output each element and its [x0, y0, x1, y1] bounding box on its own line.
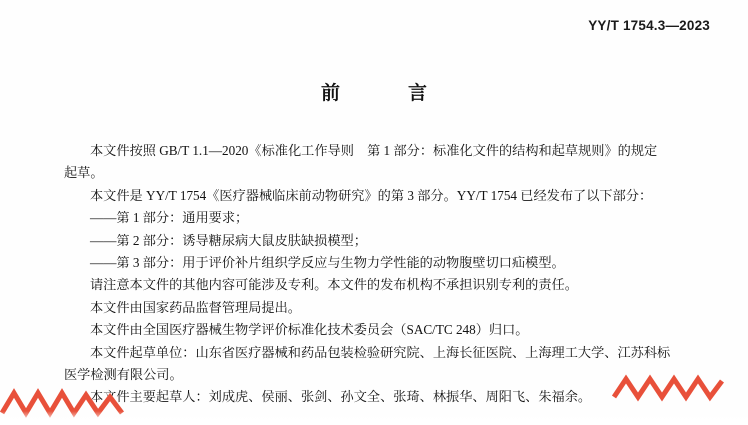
page-title: 前 言 — [320, 83, 437, 104]
paragraph-continuation: 医学检测有限公司。 — [64, 367, 183, 383]
paragraph: 本文件主要起草人：刘成虎、侯丽、张剑、孙文全、张琦、林振华、周阳飞、朱福余。 — [90, 389, 592, 405]
document-body — [64, 140, 688, 409]
paragraph: 请注意本文件的其他内容可能涉及专利。本文件的发布机构不承担识别专利的责任。 — [90, 277, 578, 293]
list-item: ——第 1 部分：通用要求； — [90, 210, 249, 226]
paragraph: 本文件由全国医疗器械生物学评价标准化技术委员会（SAC/TC 248）归口。 — [90, 322, 529, 338]
list-item: ——第 2 部分：诱导糖尿病大鼠皮肤缺损模型； — [90, 232, 367, 248]
paragraph: 本文件按照 GB/T 1.1—2020《标准化工作导则 第 1 部分：标准化文件的结构和起草规则》的规定 — [90, 143, 658, 158]
paragraph: 本文件由国家药品监督管理局提出。 — [90, 299, 301, 315]
list-item: ——第 3 部分：用于评价补片组织学反应与生物力学性能的动物腹壁切口疝模型。 — [90, 255, 565, 271]
page-bottom-fade — [0, 411, 748, 425]
paragraph: 本文件起草单位：山东省医疗器械和药品包装检验研究院、上海长征医院、上海理工大学、江苏科标 — [90, 344, 671, 360]
page-header-standard-number: YY/T 1754.3—2023 — [588, 18, 710, 33]
paragraph-continuation: 起草。 — [64, 165, 104, 181]
paragraph: 本文件是 YY/T 1754《医疗器械临床前动物研究》的第 3 部分。YY/T 1754 已经发布了以下部分： — [90, 187, 653, 203]
